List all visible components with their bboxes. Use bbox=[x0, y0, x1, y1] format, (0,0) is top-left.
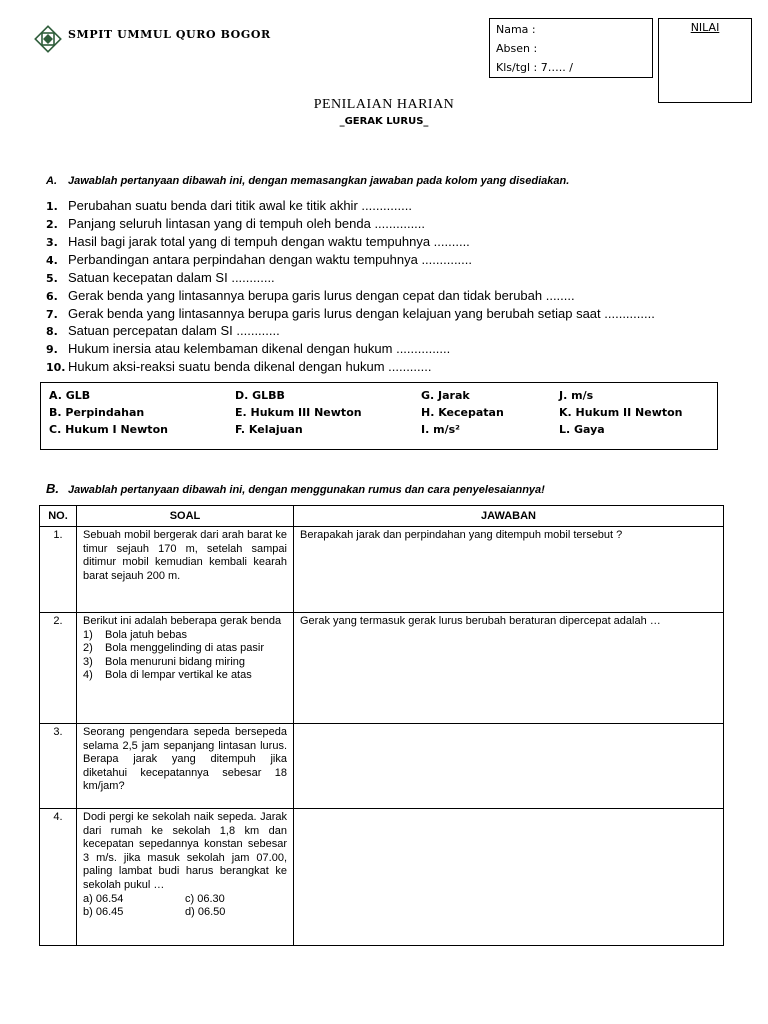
section-b-label: B. bbox=[46, 481, 59, 496]
row-question-text: Berikut ini adalah beberapa gerak benda bbox=[83, 615, 282, 627]
row-question: Seorang pengendara sepeda bersepeda selama 2,5 jam sepanjang lintasan lurus. Berapa jarak yang ditempuh jika diketahui kecepatannya sebesar 18 km/jam? bbox=[77, 724, 294, 809]
row-number: 1. bbox=[40, 527, 77, 613]
section-a-label: A. bbox=[46, 175, 57, 187]
table-header-row bbox=[40, 506, 724, 527]
row-question bbox=[77, 809, 294, 946]
section-b-instruction-text: Jawablah pertanyaan dibawah ini, dengan menggunakan rumus dan cara penyelesaiannya! bbox=[68, 484, 545, 496]
row-question bbox=[77, 613, 294, 724]
row-answer-cell[interactable]: Gerak yang termasuk gerak lurus berubah beraturan dipercepat adalah … bbox=[294, 613, 724, 724]
row-number: 3. bbox=[40, 724, 77, 809]
question-1: 1. Perubahan suatu benda dari titik awal ke titik akhir .............. bbox=[46, 198, 412, 213]
option-b: B. Perpindahan bbox=[49, 406, 145, 419]
table-row bbox=[40, 613, 724, 724]
choice-a: a) 06.54 bbox=[83, 892, 124, 905]
question-10: 10. Hukum aksi-reaksi suatu benda dikenal dengan hukum ............ bbox=[46, 359, 432, 374]
header-jawaban: JAWABAN bbox=[294, 506, 724, 527]
option-k: K. Hukum II Newton bbox=[559, 406, 683, 419]
choice-d: d) 06.50 bbox=[185, 906, 226, 919]
question-4: 4. Perbandingan antara perpindahan dengan waktu tempuhnya .............. bbox=[46, 252, 473, 267]
answer-choices bbox=[83, 893, 287, 920]
table-row bbox=[40, 724, 724, 809]
option-f: F. Kelajuan bbox=[235, 423, 303, 436]
page-title: PENILAIAN HARIAN bbox=[313, 97, 455, 112]
list-item: 4) Bola di lempar vertikal ke atas bbox=[83, 669, 252, 682]
name-field[interactable]: Nama : bbox=[496, 23, 536, 36]
list-item: 2) Bola menggelinding di atas pasir bbox=[83, 642, 264, 655]
header-soal: SOAL bbox=[77, 506, 294, 527]
question-8: 8. Satuan percepatan dalam SI ............ bbox=[46, 323, 280, 338]
student-identity-box bbox=[489, 18, 653, 78]
option-d: D. GLBB bbox=[235, 389, 285, 402]
section-a-instruction bbox=[46, 175, 569, 187]
table-row bbox=[40, 809, 724, 946]
question-5: 5. Satuan kecepatan dalam SI ............ bbox=[46, 270, 275, 285]
header-no: NO. bbox=[40, 506, 77, 527]
absen-field[interactable]: Absen : bbox=[496, 42, 538, 55]
essay-table bbox=[39, 505, 724, 946]
row-number: 4. bbox=[40, 809, 77, 946]
school-logo-icon bbox=[34, 25, 62, 53]
option-c: C. Hukum I Newton bbox=[49, 423, 168, 436]
class-date-field[interactable]: Kls/tgl : 7….. / bbox=[496, 61, 573, 74]
question-3: 3. Hasil bagi jarak total yang di tempuh dengan waktu tempuhnya .......... bbox=[46, 234, 470, 249]
answer-options-box bbox=[40, 382, 718, 450]
row-answer-cell[interactable] bbox=[294, 724, 724, 809]
section-a-instruction-text: Jawablah pertanyaan dibawah ini, dengan memasangkan jawaban pada kolom yang disediakan. bbox=[68, 175, 570, 187]
list-item: 1) Bola jatuh bebas bbox=[83, 628, 187, 641]
question-7: 7. Gerak benda yang lintasannya berupa garis lurus dengan kelajuan yang berubah setiap saat .............. bbox=[46, 306, 655, 321]
option-a: A. GLB bbox=[49, 389, 91, 402]
row-question-text: Dodi pergi ke sekolah naik sepeda. Jarak dari rumah ke sekolah 1,8 km dan kecepatan sepedannya konstan sebesar 3 m/s. jika masuk sekolah jam 07.00, paling lambat budi harus berangkat ke sekolah pukul … bbox=[83, 811, 287, 891]
table-row bbox=[40, 527, 724, 613]
row-answer-cell[interactable]: Berapakah jarak dan perpindahan yang ditempuh mobil tersebut ? bbox=[294, 527, 724, 613]
motion-list bbox=[83, 629, 287, 683]
option-g: G. Jarak bbox=[421, 389, 470, 402]
choice-c: c) 06.30 bbox=[185, 892, 225, 905]
option-e: E. Hukum III Newton bbox=[235, 406, 362, 419]
option-h: H. Kecepatan bbox=[421, 406, 504, 419]
row-question: Sebuah mobil bergerak dari arah barat ke timur sejauh 170 m, setelah sampai ditimur mobil kemudian kembali kearah barat sejauh 200 m. bbox=[77, 527, 294, 613]
question-2: 2. Panjang seluruh lintasan yang di tempuh oleh benda .............. bbox=[46, 216, 426, 231]
row-answer-cell[interactable] bbox=[294, 809, 724, 946]
page-subtitle: _GERAK LURUS_ bbox=[339, 116, 429, 127]
option-i: I. m/s² bbox=[421, 423, 460, 436]
option-j: J. m/s bbox=[559, 389, 594, 402]
school-name: SMPIT UMMUL QURO BOGOR bbox=[68, 28, 271, 41]
question-9: 9. Hukum inersia atau kelembaman dikenal dengan hukum ............... bbox=[46, 341, 451, 356]
grade-label: NILAI bbox=[690, 21, 720, 34]
option-l: L. Gaya bbox=[559, 423, 605, 436]
list-item: 3) Bola menuruni bidang miring bbox=[83, 655, 246, 668]
row-number: 2. bbox=[40, 613, 77, 724]
choice-b: b) 06.45 bbox=[83, 906, 124, 919]
section-b-instruction bbox=[46, 481, 545, 496]
grade-box bbox=[658, 18, 752, 103]
question-6: 6. Gerak benda yang lintasannya berupa garis lurus dengan cepat dan tidak berubah ........ bbox=[46, 288, 575, 303]
